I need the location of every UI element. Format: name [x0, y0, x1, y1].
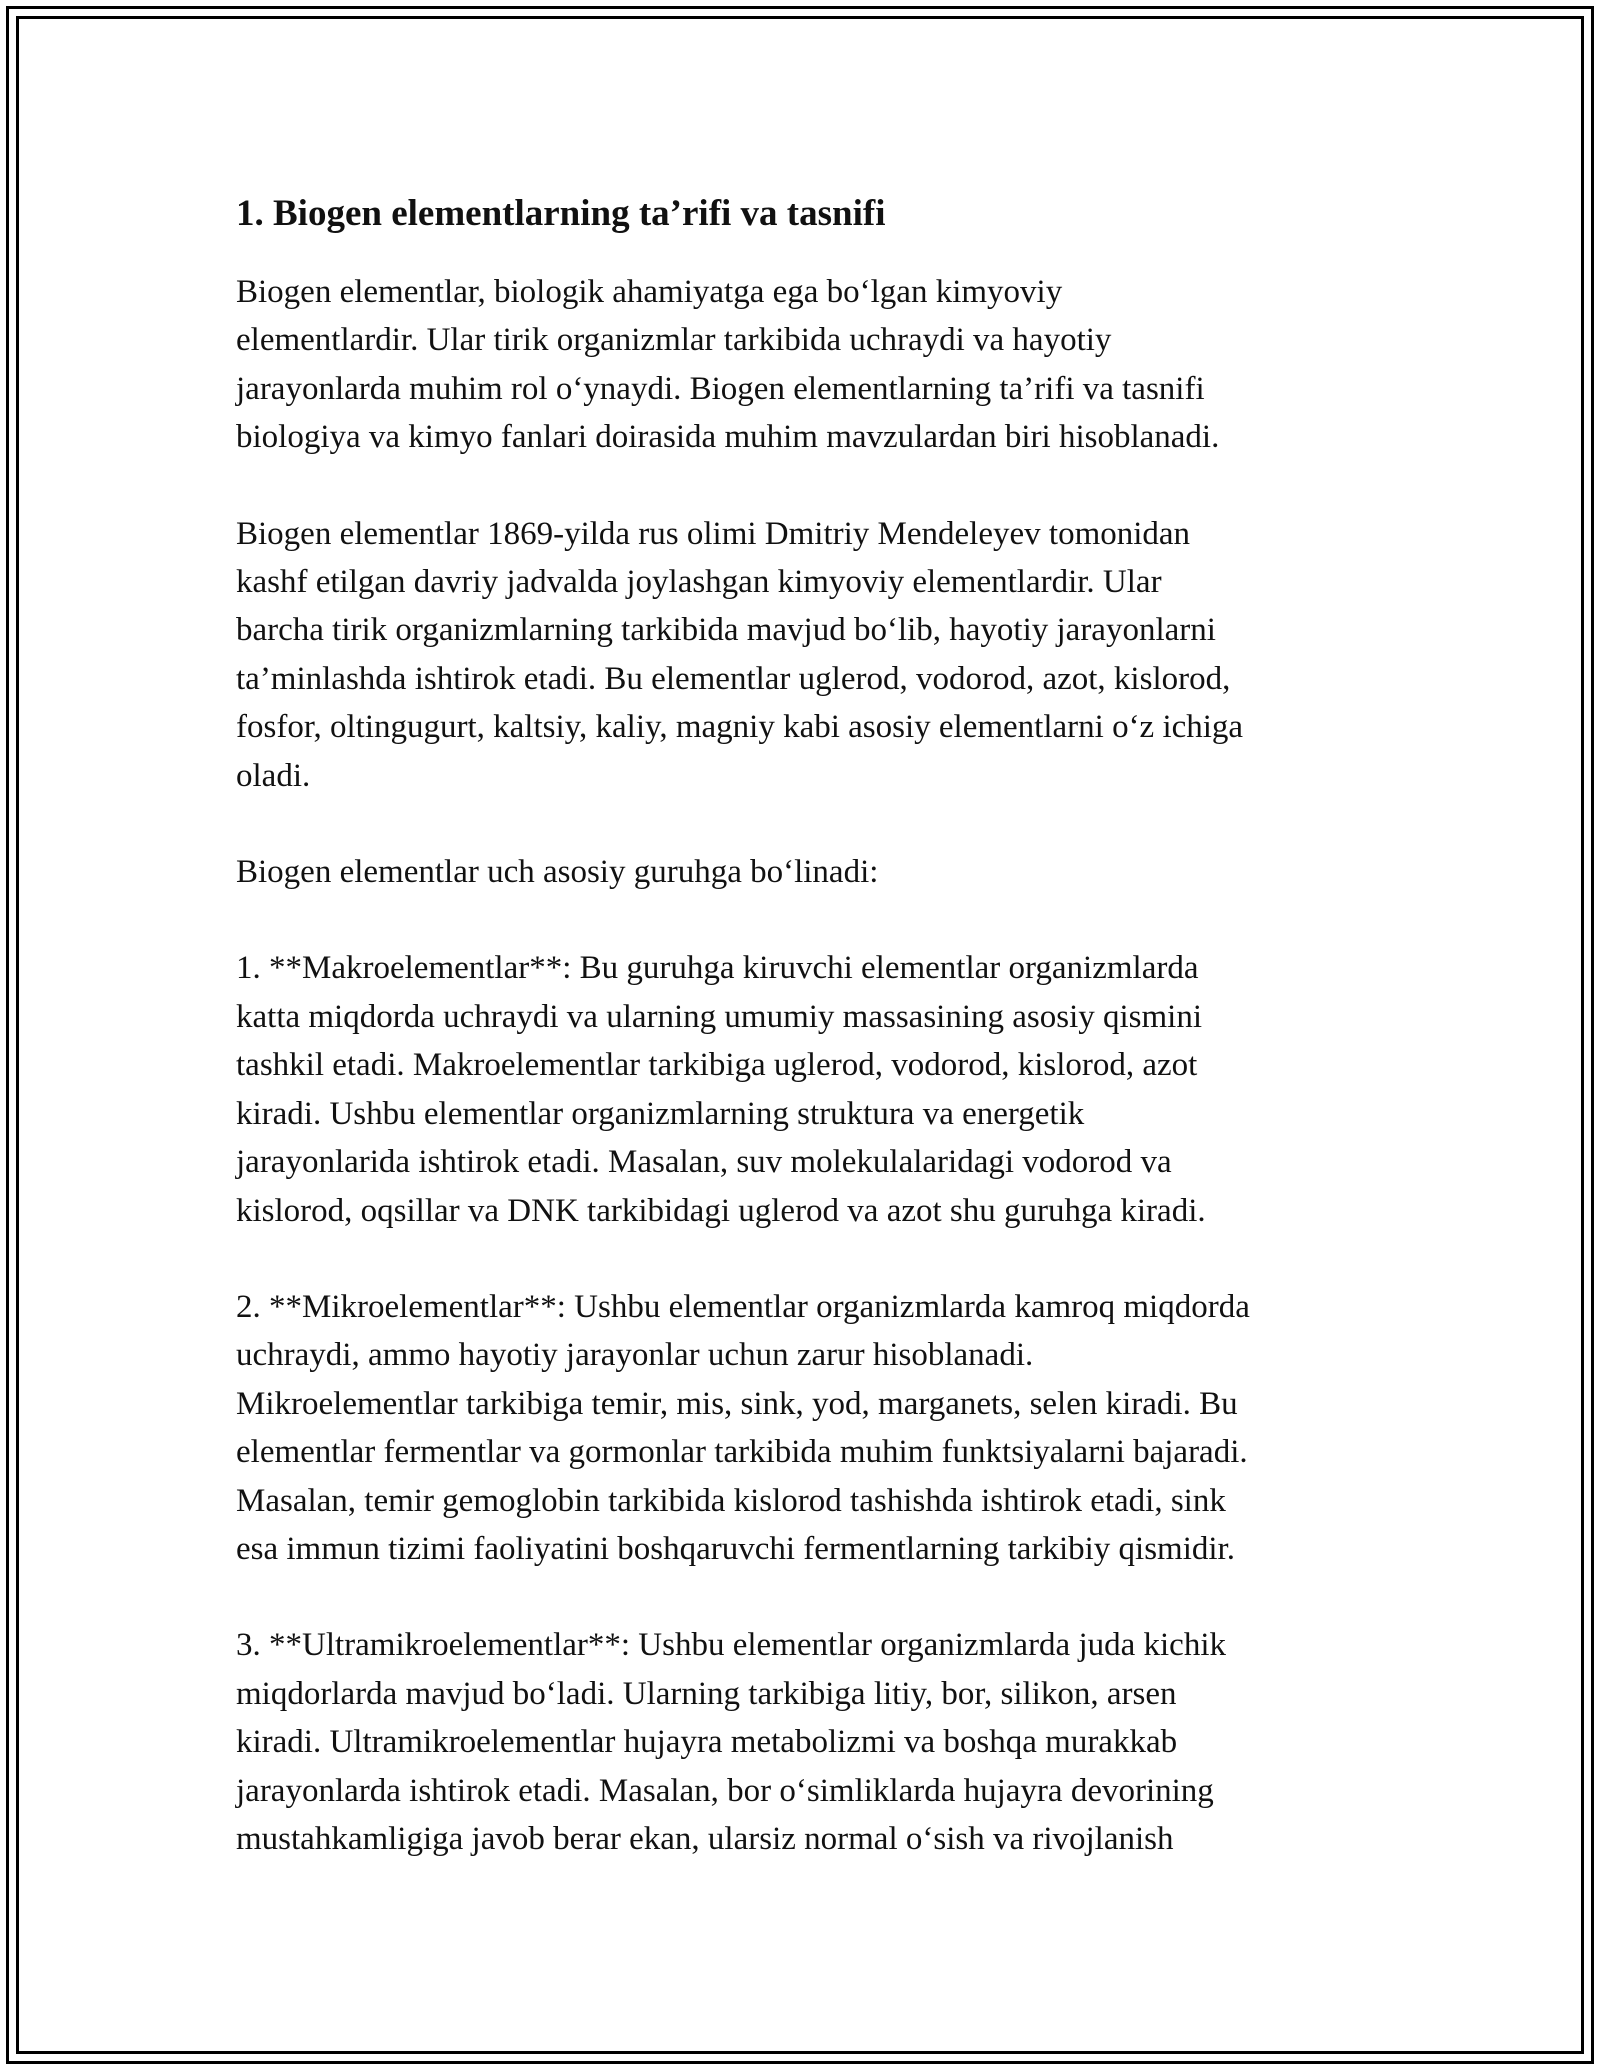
text-line: 2. **Mikroelementlar**: Ushbu elementlar organizmlarda kamroq miqdorda [236, 1288, 1250, 1325]
paragraph-macroelements [236, 944, 1366, 1234]
text-line: jarayonlarda ishtirok etadi. Masalan, bor o‘simliklarda hujayra devorining [236, 1772, 1214, 1809]
text-line: kashf etilgan davriy jadvalda joylashgan kimyoviy elementlardir. Ular [236, 564, 1162, 601]
text-line: Masalan, temir gemoglobin tarkibida kislorod tashishda ishtirok etadi, sink [236, 1482, 1226, 1519]
text-line: barcha tirik organizmlarning tarkibida mavjud bo‘lib, hayotiy jarayonlarni [236, 612, 1216, 649]
text-line: fosfor, oltingugurt, kaltsiy, kaliy, magniy kabi asosiy elementlarni o‘z ichiga [236, 709, 1244, 746]
text-line: Biogen elementlar uch asosiy guruhga bo‘linadi: [236, 854, 879, 891]
text-line: 1. **Makroelementlar**: Bu guruhga kiruvchi elementlar organizmlarda [236, 950, 1199, 987]
paragraph-history [236, 510, 1366, 800]
text-line: kiradi. Ultramikroelementlar hujayra metabolizmi va boshqa murakkab [236, 1724, 1178, 1761]
text-line: elementlar fermentlar va gormonlar tarkibida muhim funktsiyalarni bajaradi. [236, 1434, 1248, 1471]
text-line: elementlardir. Ular tirik organizmlar tarkibida uchraydi va hayotiy [236, 322, 1112, 359]
text-line: Mikroelementlar tarkibiga temir, mis, sink, yod, marganets, selen kiradi. Bu [236, 1385, 1238, 1422]
document-body [236, 188, 1366, 1911]
text-line: jarayonlarda muhim rol o‘ynaydi. Biogen elementlarning ta’rifi va tasnifi [236, 370, 1205, 407]
text-line: tashkil etadi. Makroelementlar tarkibiga uglerod, vodorod, kislorod, azot [236, 1047, 1198, 1084]
paragraph-definition [236, 268, 1366, 462]
text-line: esa immun tizimi faoliyatini boshqaruvchi fermentlarning tarkibiy qismidir. [236, 1530, 1235, 1567]
text-line: ta’minlashda ishtirok etadi. Bu elementlar uglerod, vodorod, azot, kislorod, [236, 660, 1231, 697]
text-line: Biogen elementlar, biologik ahamiyatga ega bo‘lgan kimyoviy [236, 274, 1063, 310]
paragraph-groups-intro [236, 848, 1366, 896]
section-heading: 1. Biogen elementlarning ta’rifi va tasnifi [236, 193, 886, 234]
text-line: katta miqdorda uchraydi va ularning umumiy massasining asosiy qismini [236, 998, 1203, 1035]
paragraph-ultramicroelements [236, 1621, 1366, 1863]
text-line: kiradi. Ushbu elementlar organizmlarning struktura va energetik [236, 1095, 1085, 1132]
text-line: Biogen elementlar 1869-yilda rus olimi Dmitriy Mendeleyev tomonidan [236, 515, 1191, 552]
text-line: uchraydi, ammo hayotiy jarayonlar uchun zarur hisoblanadi. [236, 1337, 1034, 1374]
text-line: jarayonlarida ishtirok etadi. Masalan, suv molekulalaridagi vodorod va [236, 1144, 1172, 1181]
text-line: biologiya va kimyo fanlari doirasida muhim mavzulardan biri hisoblanadi. [236, 419, 1220, 456]
text-line: miqdorlarda mavjud bo‘ladi. Ularning tarkibiga litiy, bor, silikon, arsen [236, 1675, 1177, 1712]
text-line: mustahkamligiga javob berar ekan, ularsiz normal o‘sish va rivojlanish [236, 1820, 1174, 1857]
text-line: kislorod, oqsillar va DNK tarkibidagi uglerod va azot shu guruhga kiradi. [236, 1192, 1206, 1229]
text-line: 3. **Ultramikroelementlar**: Ushbu elementlar organizmlarda juda kichik [236, 1627, 1226, 1664]
paragraph-microelements [236, 1283, 1366, 1573]
text-line: oladi. [236, 757, 311, 794]
